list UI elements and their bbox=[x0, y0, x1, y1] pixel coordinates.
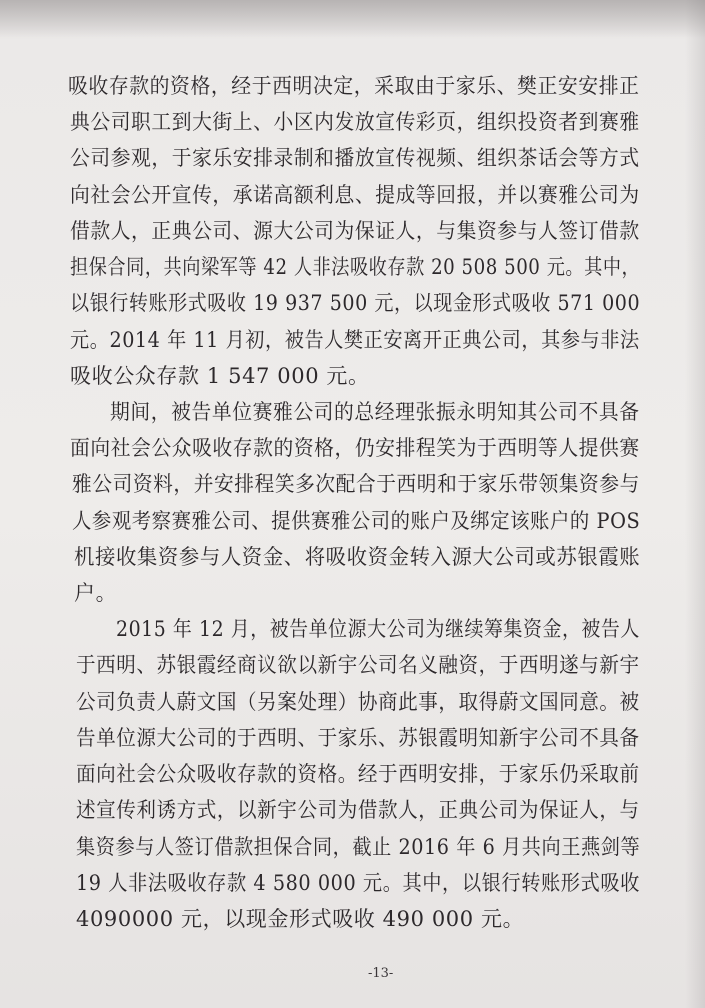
text-line: 担保合同，共向梁军等 42 人非法吸收存款 20 508 500 元。其中， bbox=[70, 255, 641, 279]
text-line: 借款人，正典公司、源大公司为保证人，与集资参与人签订借款 bbox=[70, 219, 640, 243]
text-line: 元。2014 年 11 月初，被告人樊正安离开正典公司，其参与非法 bbox=[70, 328, 640, 352]
text-line: 公司负责人蔚文国（另案处理）协商此事，取得蔚文国同意。被 bbox=[76, 690, 640, 714]
text-line: 吸收公众存款 1 547 000 元。 bbox=[70, 364, 370, 388]
text-line: 19 人非法吸收存款 4 580 000 元。其中，以银行转账形式吸收 bbox=[76, 871, 640, 895]
text-line: 户。 bbox=[74, 581, 118, 605]
text-line: 面向社会公众吸收存款的资格，仍安排程笑为于西明等人提供赛 bbox=[70, 436, 640, 460]
text-line: 面向社会公众吸收存款的资格。经于西明安排，于家乐仍采取前 bbox=[76, 762, 640, 786]
text-line: 期间，被告单位赛雅公司的总经理张振永明知其公司不具备 bbox=[110, 400, 640, 424]
text-line: 告单位源大公司的于西明、于家乐、苏银霞明知新宇公司不具备 bbox=[76, 726, 640, 750]
page-number: -13- bbox=[368, 966, 394, 981]
text-line: 2015 年 12 月，被告单位源大公司为继续筹集资金，被告人 bbox=[116, 617, 640, 641]
text-line: 向社会公开宣传，承诺高额利息、提成等回报，并以赛雅公司为 bbox=[70, 183, 640, 207]
text-line: 吸收存款的资格，经于西明决定，采取由于家乐、樊正安安排正 bbox=[68, 74, 640, 98]
text-line: 4090000 元，以现金形式吸收 490 000 元。 bbox=[76, 907, 525, 931]
text-line: 于西明、苏银霞经商议欲以新宇公司名义融资，于西明遂与新宇 bbox=[76, 653, 640, 677]
text-line: 集资参与人签订借款担保合同，截止 2016 年 6 月共向王燕剑等 bbox=[76, 835, 641, 859]
text-line: 公司参观，于家乐安排录制和播放宣传视频、组织茶话会等方式 bbox=[70, 146, 640, 170]
text-line: 述宣传利诱方式，以新宇公司为借款人，正典公司为保证人，与 bbox=[76, 798, 640, 822]
text-line: 人参观考察赛雅公司、提供赛雅公司的账户及绑定该账户的 POS bbox=[72, 509, 641, 533]
text-line: 以银行转账形式吸收 19 937 500 元，以现金形式吸收 571 000 bbox=[70, 291, 641, 315]
text-line: 典公司职工到大街上、小区内发放宣传彩页，组织投资者到赛雅 bbox=[70, 110, 640, 134]
text-line: 雅公司资料，并安排程笑多次配合于西明和于家乐带领集资参与 bbox=[72, 472, 640, 496]
text-line: 机接收集资参与人资金、将吸收资金转入源大公司或苏银霞账 bbox=[74, 545, 641, 569]
